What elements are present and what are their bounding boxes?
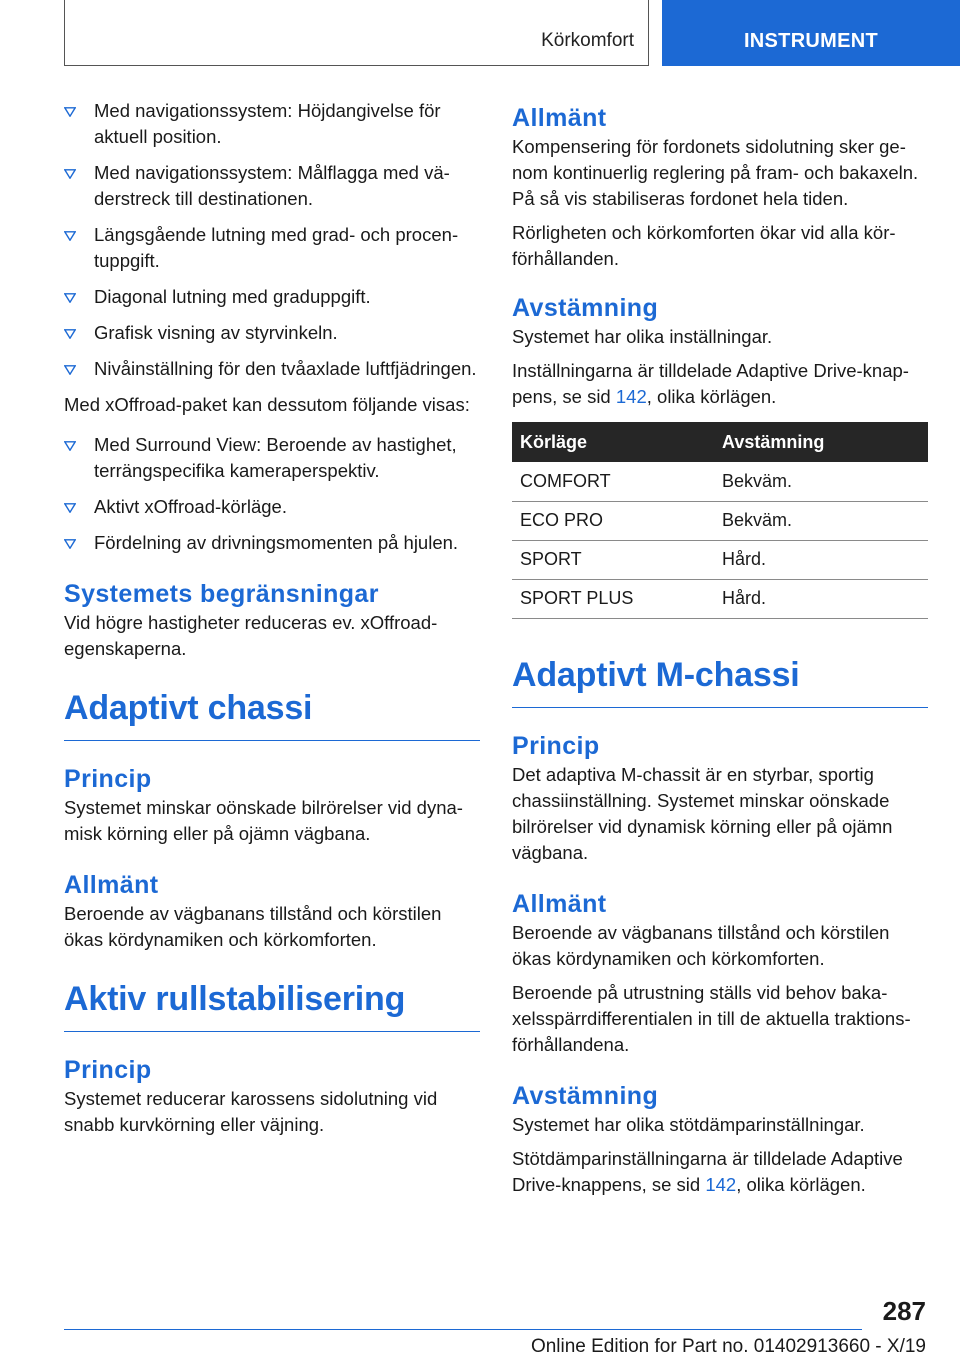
table-cell-tuning: Bekväm. [714, 501, 928, 540]
limits-heading: Systemets begränsningar [64, 580, 379, 608]
list-item-text: Diagonal lutning med graduppgift. [94, 286, 371, 307]
footer-edition: Online Edition for Part no. 01402913660 - X/19 [530, 1336, 926, 1357]
adaptive-general-text: Beroende av vägbanans tillstånd och körstilen ökas kördynamiken och körkomforten. [64, 903, 442, 950]
xoffroad-intro: Med xOffroad-paket kan dessutom följande visas: [64, 394, 470, 415]
footer-divider [64, 1329, 862, 1330]
table-cell-mode: ECO PRO [512, 501, 714, 540]
m-chassis-title: Adaptivt M-chassi [512, 653, 928, 708]
list-item-text: Aktivt xOffroad-körläge. [94, 496, 287, 517]
tuning-text-2-pre: Inställningarna är tilldelade Adaptive Drive-knappens, se sid [512, 360, 909, 407]
tuning-heading: Avstämning [512, 294, 659, 322]
tuning-text-2 [512, 358, 928, 410]
adaptive-chassis-title: Adaptivt chassi [64, 686, 480, 741]
triangle-bullet-icon [64, 169, 76, 179]
m-chassis-tuning-text-1: Systemet har olika stötdämparinställningar. [512, 1113, 865, 1135]
m-chassis-tuning-heading: Avstämning [512, 1081, 659, 1110]
limits-text: Vid högre hastigheter reduceras ev. xOffroad-egenskaperna. [64, 612, 438, 659]
list-item [64, 494, 480, 520]
list-item-text: Fördelning av drivningsmomenten på hjulen. [94, 532, 459, 553]
m-chassis-princip-heading: Princip [512, 731, 600, 760]
list-item [64, 222, 480, 274]
list-item [64, 530, 480, 556]
adaptive-general-heading: Allmänt [64, 871, 159, 899]
table-header-tuning: Avstämning [714, 422, 928, 462]
header-section-title: Körkomfort [541, 30, 634, 51]
page-number: 287 [882, 1296, 926, 1326]
table-cell-mode: COMFORT [512, 462, 714, 501]
triangle-bullet-icon [64, 365, 76, 375]
m-chassis-tuning-text-2-pre: Stötdämparinställningarna är tilldelade Adaptive Drive-knappens, se sid [512, 1147, 903, 1195]
table-row [512, 501, 928, 540]
triangle-bullet-icon [64, 441, 76, 451]
list-item [64, 284, 480, 310]
xoffroad-list [64, 432, 480, 556]
table-cell-mode: SPORT PLUS [512, 579, 714, 618]
table-cell-tuning: Bekväm. [714, 462, 928, 501]
triangle-bullet-icon [64, 329, 76, 339]
triangle-bullet-icon [64, 539, 76, 549]
roll-princip-text: Systemet reducerar karossens sidolutning vid snabb kurvkörning eller väjning. [64, 1088, 438, 1135]
list-item [64, 320, 480, 346]
header-section-box [64, 0, 649, 66]
drive-mode-table [512, 422, 928, 619]
general-text-2: Rörligheten och körkomforten ökar vid alla körförhållanden. [512, 222, 896, 269]
table-cell-tuning: Hård. [714, 579, 928, 618]
table-header-mode: Körläge [512, 422, 714, 462]
m-chassis-general-text-1: Beroende av vägbanans tillstånd och körstilen ökas kördynamiken och körkomforten. [512, 921, 890, 969]
triangle-bullet-icon [64, 231, 76, 241]
adaptive-princip-heading: Princip [64, 765, 152, 793]
triangle-bullet-icon [64, 503, 76, 513]
list-item-text: Med navigationssystem: Höjdangivelse för aktuell position. [94, 100, 441, 147]
table-header-row [512, 422, 928, 462]
right-column [512, 102, 928, 1198]
left-column [64, 98, 480, 1138]
list-item-text: Med Surround View: Beroende av hastighet, terrängspecifika kameraperspektiv. [94, 434, 457, 481]
list-item-text: Nivåinställning för den tvåaxlade luftfjädringen. [94, 358, 477, 379]
table-row [512, 462, 928, 501]
list-item [64, 356, 480, 382]
list-item-text: Längsgående lutning med grad- och procentuppgift. [94, 224, 459, 271]
list-item-text: Med navigationssystem: Målflagga med väderstreck till destinationen. [94, 162, 450, 209]
general-text-1: Kompensering för fordonets sidolutning sker genom kontinuerlig reglering på fram- och bakaxeln. På så vis stabiliseras fordonet hela tiden. [512, 136, 919, 209]
adaptive-princip-text: Systemet minskar oönskade bilrörelser vid dynamisk körning eller på ojämn vägbana. [64, 797, 463, 844]
m-chassis-princip-text: Det adaptiva M-chassit är en styrbar, sportig chassiinställning. Systemet minskar oönskade bilrörelser vid dynamisk körning eller på ojämn vägbana. [512, 763, 893, 863]
table-cell-tuning: Hård. [714, 540, 928, 579]
page-link-142[interactable]: 142 [705, 1173, 737, 1195]
m-chassis-general-heading: Allmänt [512, 889, 607, 918]
m-chassis-general-text-2: Beroende på utrustning ställs vid behov bakaxelsspärrdifferentialen in till de aktuella traktionsförhållandena. [512, 981, 911, 1055]
triangle-bullet-icon [64, 107, 76, 117]
feature-list [64, 98, 480, 382]
list-item-text: Grafisk visning av styrvinkeln. [94, 322, 338, 343]
page-link-142[interactable]: 142 [615, 386, 647, 407]
tuning-text-1: Systemet har olika inställningar. [512, 326, 773, 347]
list-item [64, 160, 480, 212]
roll-stabilization-title: Aktiv rullstabilisering [64, 977, 480, 1032]
list-item [64, 432, 480, 484]
roll-princip-heading: Princip [64, 1056, 152, 1084]
m-chassis-tuning-text-2 [512, 1146, 928, 1198]
general-heading: Allmänt [512, 104, 607, 132]
tuning-text-2-post: , olika körlägen. [646, 386, 777, 407]
triangle-bullet-icon [64, 293, 76, 303]
m-chassis-tuning-text-2-post: , olika körlägen. [736, 1173, 866, 1195]
header-tab-instrument[interactable] [662, 0, 960, 66]
table-row [512, 579, 928, 618]
table-cell-mode: SPORT [512, 540, 714, 579]
header-tab-label: INSTRUMENT [743, 30, 879, 52]
list-item [64, 98, 480, 150]
table-row [512, 540, 928, 579]
